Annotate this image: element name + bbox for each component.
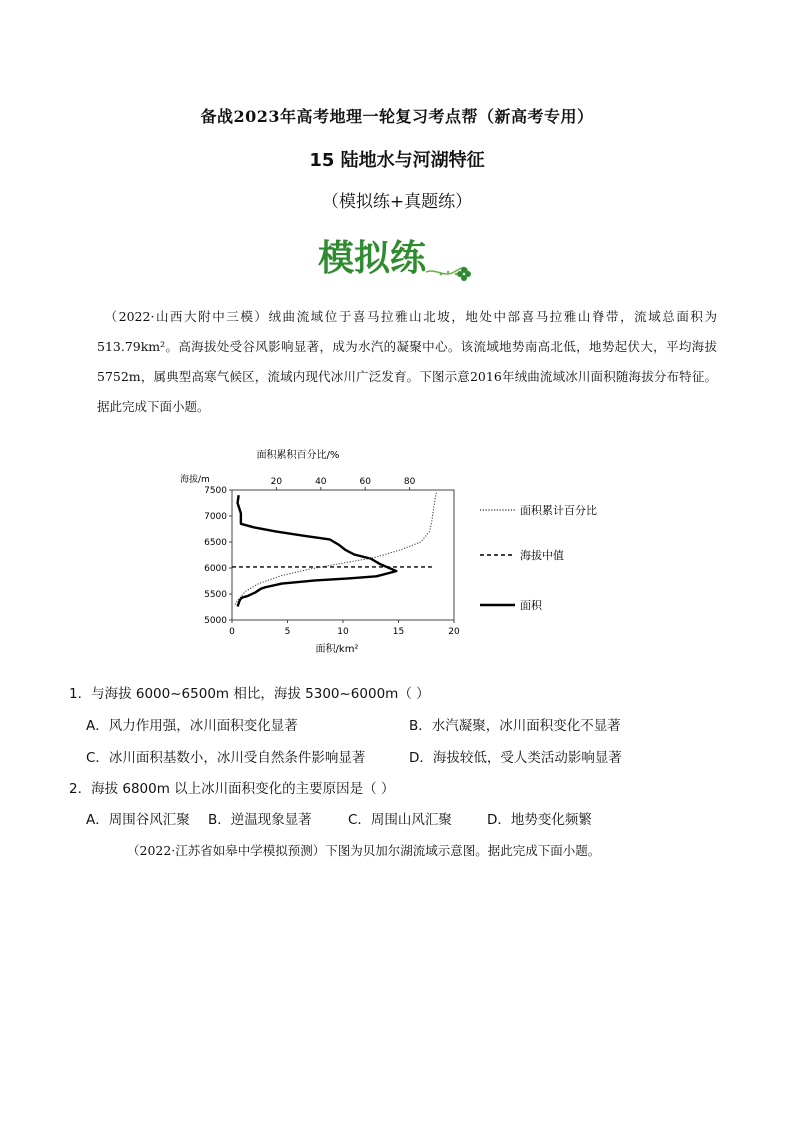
y-tick-label: 7000: [204, 512, 227, 522]
chapter-title: 15 陆地水与河湖特征: [309, 150, 485, 171]
practice-banner: [316, 232, 476, 282]
document-title: 备战2023年高考地理一轮复习考点帮（新高考专用）: [200, 107, 594, 126]
top-tick-label: 20: [270, 477, 283, 487]
legend-area-label: 面积: [520, 599, 542, 612]
x-tick-label: 15: [392, 627, 405, 637]
plot-frame: [232, 490, 454, 620]
top-tick-label: 80: [403, 477, 416, 487]
question-2-stem: 2．海拔 6800m 以上冰川面积变化的主要原因是（ ）: [69, 781, 395, 797]
question-1-stem: 1．与海拔 6000~6500m 相比，海拔 5300~6000m（ ）: [69, 686, 430, 702]
top-tick-label: 60: [359, 477, 371, 487]
question-1-option-d[interactable]: D．海拔较低，受人类活动影响显著: [409, 750, 622, 766]
question-1-option-a[interactable]: A．风力作用强，冰川面积变化显著: [86, 718, 298, 734]
y-tick-label: 6000: [204, 564, 227, 574]
x-axis-title: 面积/km²: [315, 644, 359, 655]
question-2-option-a[interactable]: A．周围谷风汇聚: [86, 812, 190, 828]
area-line: [238, 495, 397, 606]
passage-2: [97, 836, 717, 866]
question-2-option-c[interactable]: C．周围山风汇聚: [348, 812, 452, 828]
top-axis-title: 面积累积百分比/%: [256, 450, 340, 461]
y-tick-label: 7500: [204, 486, 227, 496]
question-2-option-b[interactable]: B．逆温现象显著: [208, 812, 312, 828]
section-note: （模拟练+真题练）: [321, 192, 473, 212]
legend-cumulative-label: 面积累计百分比: [520, 504, 597, 517]
legend: [480, 503, 597, 612]
question-2-option-d[interactable]: D．地势变化频繁: [487, 812, 592, 828]
question-1-option-b[interactable]: B．水汽凝聚，冰川面积变化不显著: [409, 718, 621, 734]
x-tick-label: 10: [337, 627, 349, 637]
y-axis-title: 海拔/m: [180, 475, 210, 485]
passage-1: [97, 302, 717, 422]
x-tick-label: 0: [229, 627, 235, 637]
y-tick-label: 5500: [204, 590, 227, 600]
y-tick-label: 6500: [204, 538, 227, 548]
y-tick-label: 5000: [204, 616, 227, 626]
passage-1-text: （2022·山西大附中三模）绒曲流域位于喜马拉雅山北坡，地处中部喜马拉雅山脊带，流域总面积为513.79km²。高海拔处受谷风影响显著，成为水汽的凝聚中心。该流域地势南高北低，地势起伏大，平均海拔5752m，属典型高寒气候区，流域内现代冰川广泛发育。下图示意2016年绒曲流域冰川面积随海拔分布特征。据此完成下面小题。: [97, 309, 717, 414]
glacier-area-chart: [170, 440, 630, 660]
legend-median-label: 海拔中值: [520, 549, 564, 562]
question-1-option-c[interactable]: C．冰川面积基数小，冰川受自然条件影响显著: [86, 750, 366, 766]
passage-2-text: （2022·江苏省如皋中学模拟预测）下图为贝加尔湖流域示意图。据此完成下面小题。: [127, 843, 601, 858]
banner-label: 模拟练: [318, 238, 427, 279]
x-tick-label: 5: [284, 627, 291, 637]
top-tick-label: 40: [315, 477, 327, 487]
x-tick-label: 20: [448, 627, 460, 637]
